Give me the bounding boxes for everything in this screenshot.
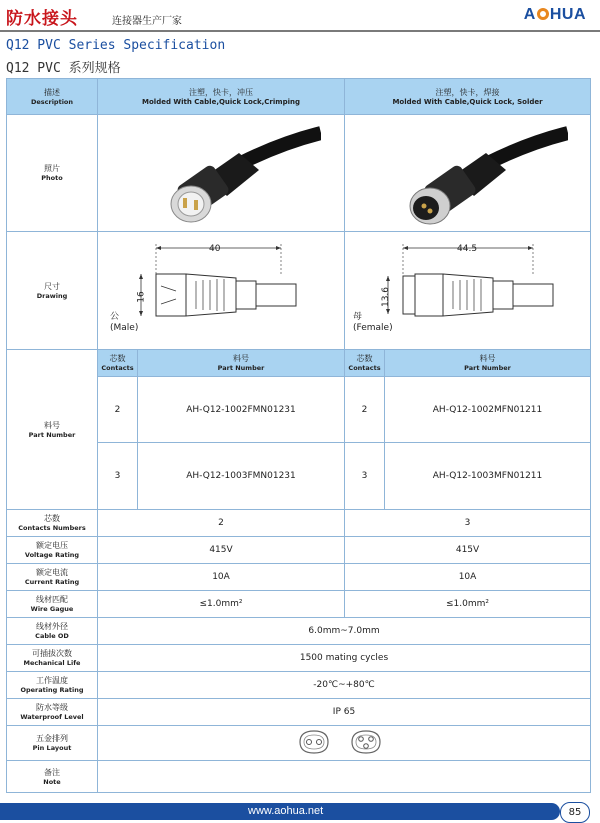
row-label: 可插拔次数 Mechanical Life: [7, 645, 98, 672]
drawing-label: 尺寸 Drawing: [7, 232, 98, 350]
header-row: [7, 79, 591, 115]
female-drawing: [345, 232, 591, 350]
male-value: 10A: [98, 564, 345, 591]
table-row: [7, 591, 591, 618]
spec-table: [6, 78, 591, 793]
brand-subtitle: 连接器生产厂家: [112, 16, 182, 27]
spec-title-cn: Q12 PVC 系列规格: [6, 61, 121, 76]
row-label: 五金排列 Pin Layout: [7, 726, 98, 761]
female-value: ≤1.0mm²: [345, 591, 591, 618]
female-dim-length: 44.5: [457, 244, 478, 254]
table-row: [7, 618, 591, 645]
row-label: 工作温度 Operating Rating: [7, 672, 98, 699]
male-gender-label: 公 (Male): [110, 312, 139, 333]
male-contacts-cell: 2: [98, 377, 138, 443]
pin-layout-3-icon: [352, 731, 380, 753]
male-dim-height: 16: [136, 291, 147, 303]
header-divider: [0, 30, 600, 32]
row-label: 备注 Note: [7, 761, 98, 793]
company-logo: [524, 6, 586, 24]
female-value: 3: [345, 510, 591, 537]
male-value: 415V: [98, 537, 345, 564]
female-col-header: 注塑，快卡，焊接 Molded With Cable,Quick Lock, Solder: [345, 79, 591, 115]
table-row: [7, 761, 591, 793]
male-contacts-cell: 3: [98, 443, 138, 510]
female-partno-cell: AH-Q12-1003MFN01211: [385, 443, 591, 510]
table-row: [7, 699, 591, 726]
spec-title-en: Q12 PVC Series Specification: [6, 38, 226, 53]
female-contacts-header: 芯数 Contacts: [345, 350, 385, 377]
male-photo: [98, 115, 345, 232]
shared-value: -20℃~+80℃: [98, 672, 591, 699]
logo-text-pre: A: [523, 6, 536, 23]
male-contacts-header: 芯数 Contacts: [98, 350, 138, 377]
male-col-header: 注塑，快卡，冲压 Molded With Cable,Quick Lock,Crimping: [98, 79, 345, 115]
female-contacts-cell: 3: [345, 443, 385, 510]
row-label: 额定电压 Voltage Rating: [7, 537, 98, 564]
drawing-row: [7, 232, 591, 350]
page-footer: [0, 800, 600, 823]
note-value: [98, 761, 591, 793]
pin-layout-cell: [98, 726, 591, 761]
row-label: 线材外径 Cable OD: [7, 618, 98, 645]
page-number: 85: [560, 802, 590, 823]
female-contacts-cell: 2: [345, 377, 385, 443]
female-dim-height: 13.6: [381, 286, 392, 308]
male-drawing: [98, 232, 345, 350]
female-partno-cell: AH-Q12-1002MFN01211: [385, 377, 591, 443]
table-row: [7, 564, 591, 591]
male-connector-image: [121, 118, 321, 228]
pin-layout-2-icon: [300, 731, 328, 753]
female-value: 10A: [345, 564, 591, 591]
row-label: 芯数 Contacts Numbers: [7, 510, 98, 537]
website-link[interactable]: www.aohua.net: [248, 805, 324, 817]
shared-value: 1500 mating cycles: [98, 645, 591, 672]
male-value: ≤1.0mm²: [98, 591, 345, 618]
page-header: [0, 0, 600, 34]
brand-title: 防水接头: [6, 9, 78, 29]
table-row: [7, 726, 591, 761]
female-partno-header: 料号 Part Number: [385, 350, 591, 377]
shared-value: IP 65: [98, 699, 591, 726]
male-value: 2: [98, 510, 345, 537]
row-label: 额定电流 Current Rating: [7, 564, 98, 591]
partno-header-row: [7, 350, 591, 377]
male-dim-length: 40: [209, 244, 221, 254]
pin-layout-diagram: [294, 727, 394, 757]
part-number-label: 料号 Part Number: [7, 350, 98, 510]
logo-ring-icon: [537, 8, 549, 20]
desc-header: 描述 Description: [7, 79, 98, 115]
female-value: 415V: [345, 537, 591, 564]
female-gender-label: 母 (Female): [353, 312, 393, 333]
shared-value: 6.0mm~7.0mm: [98, 618, 591, 645]
table-row: [7, 510, 591, 537]
female-connector-image: [368, 118, 568, 228]
table-row: [7, 537, 591, 564]
male-partno-cell: AH-Q12-1002FMN01231: [138, 377, 345, 443]
row-label: 线材匹配 Wire Gague: [7, 591, 98, 618]
row-label: 防水等级 Waterproof Level: [7, 699, 98, 726]
photo-row: [7, 115, 591, 232]
logo-text-post: HUA: [549, 6, 586, 23]
table-row: [7, 645, 591, 672]
male-partno-cell: AH-Q12-1003FMN01231: [138, 443, 345, 510]
table-row: [7, 672, 591, 699]
male-partno-header: 料号 Part Number: [138, 350, 345, 377]
female-photo: [345, 115, 591, 232]
photo-label: 照片 Photo: [7, 115, 98, 232]
